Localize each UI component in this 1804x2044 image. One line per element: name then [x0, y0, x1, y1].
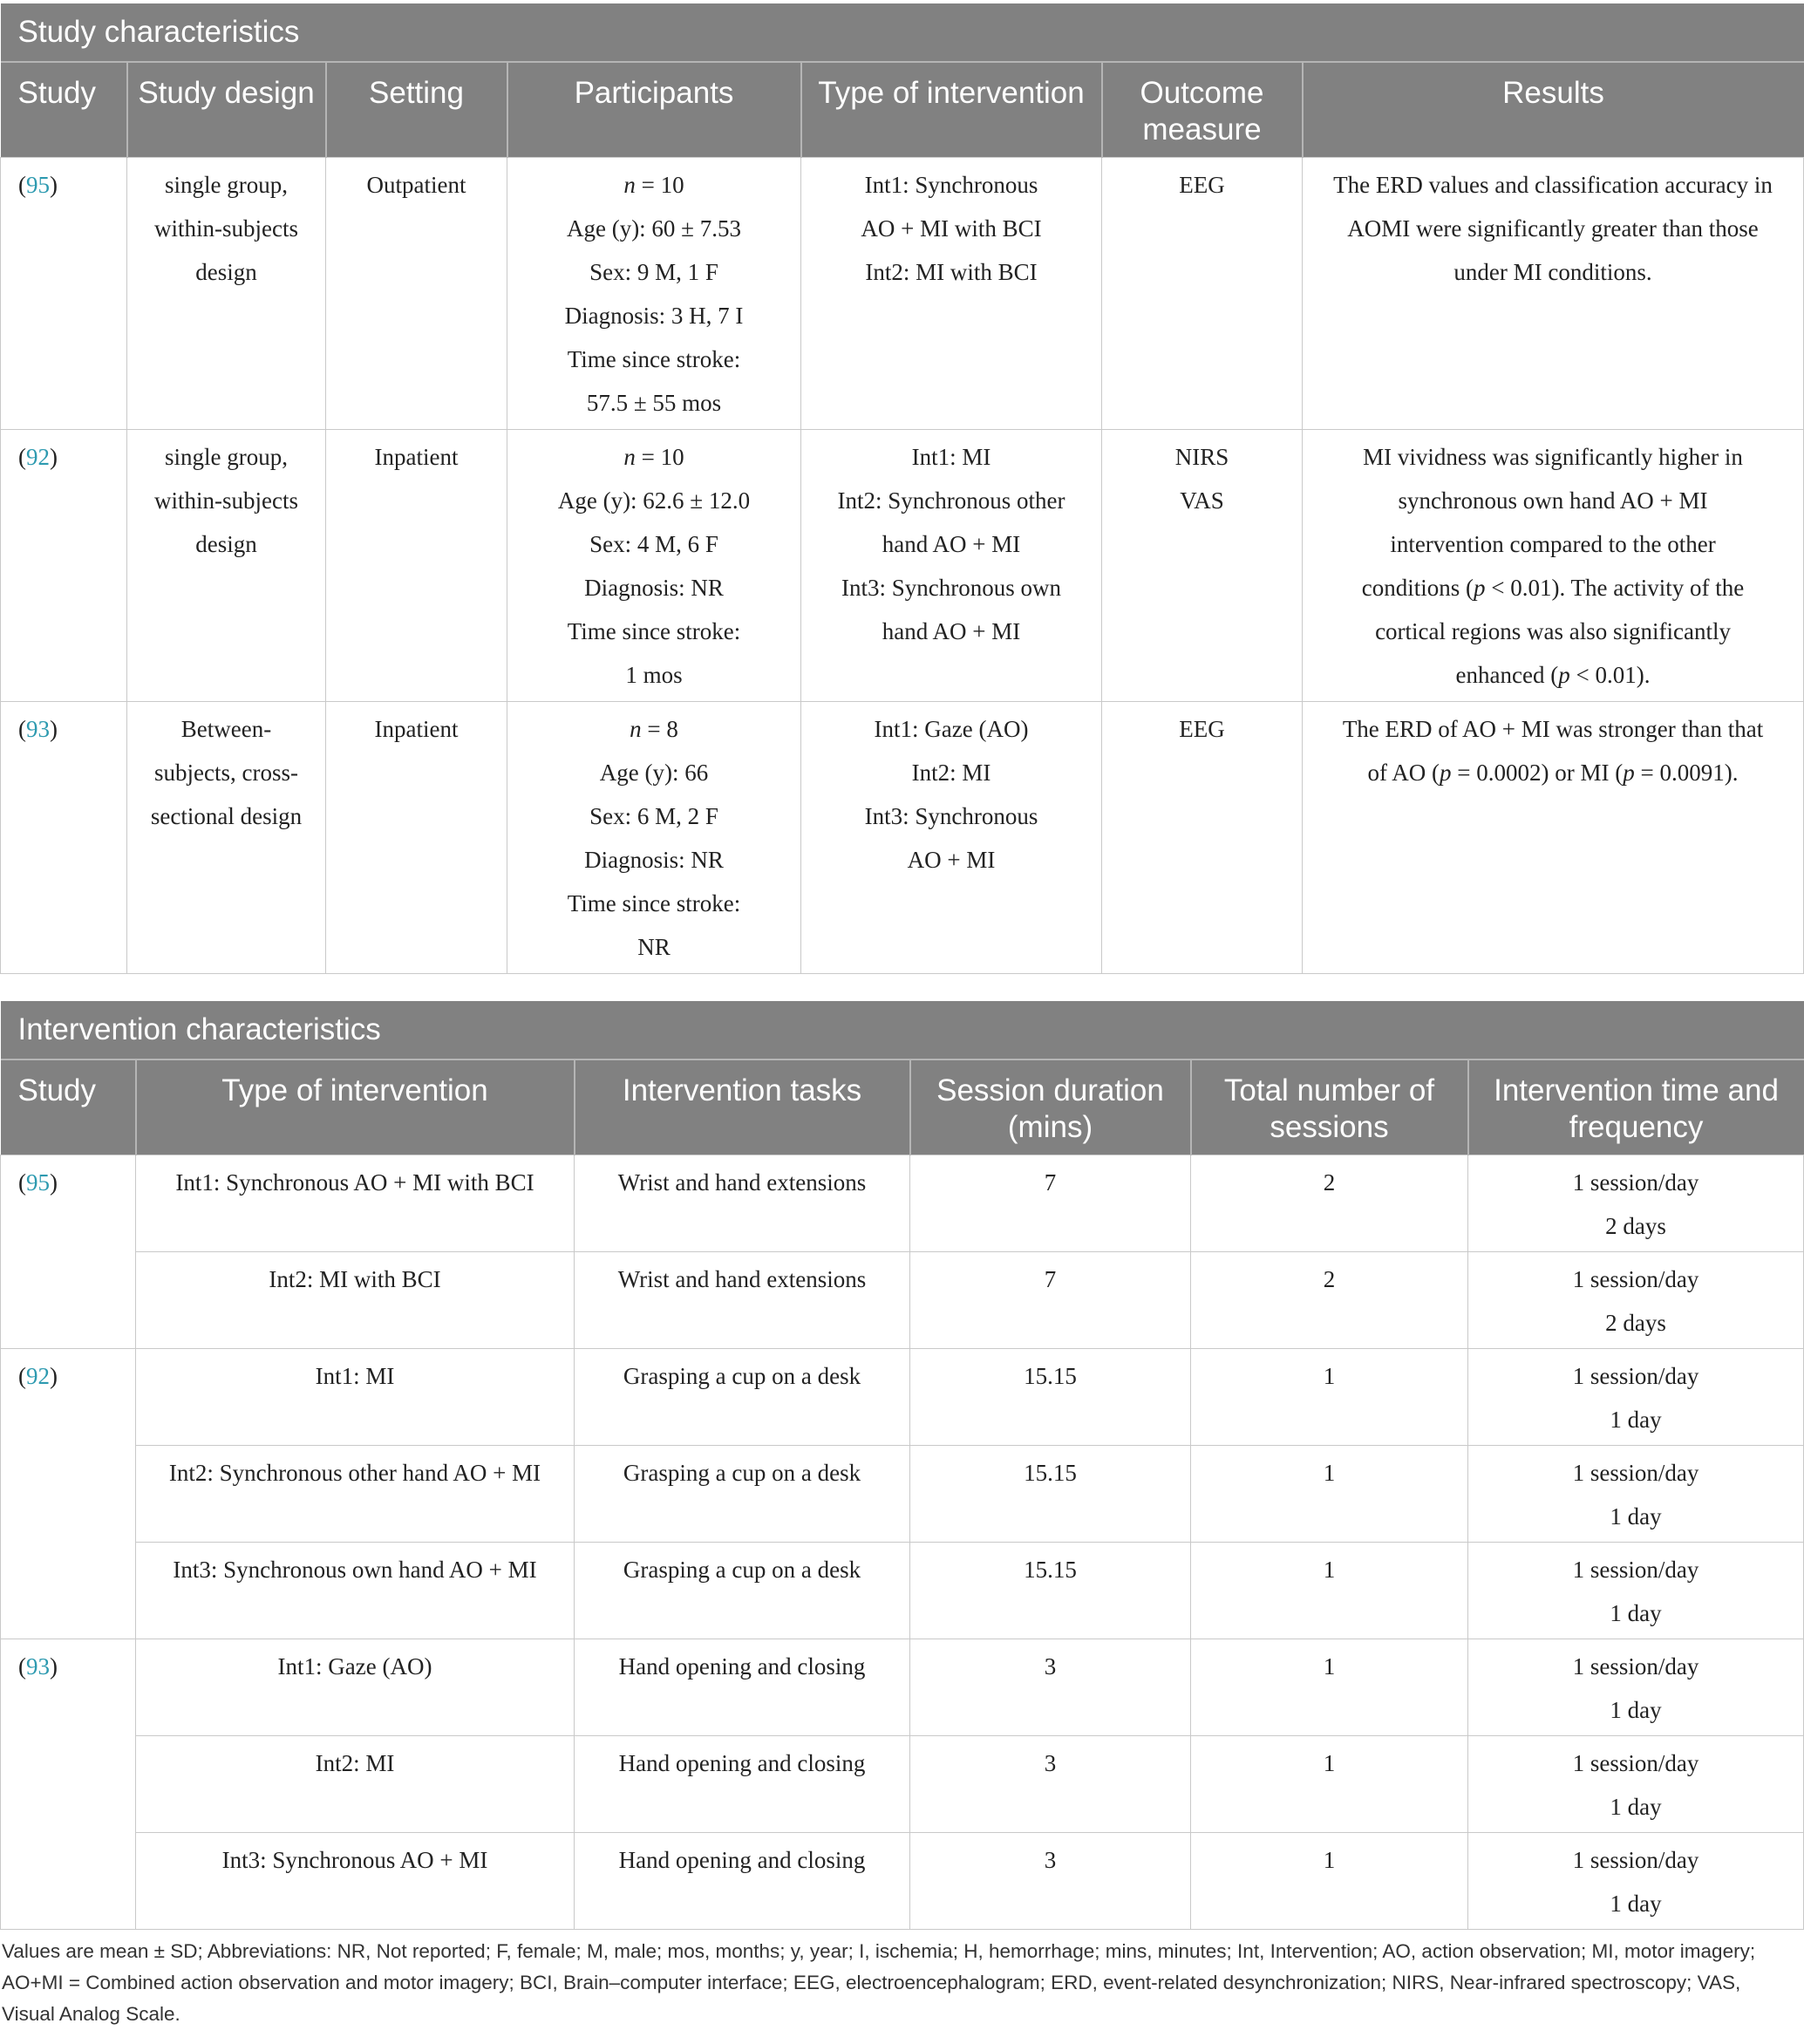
session-duration-cell: 3 [910, 1736, 1191, 1833]
study-ref-cell: (92) [1, 1349, 136, 1639]
text-line: Time since stroke: [567, 890, 741, 916]
total-sessions-cell: 1 [1191, 1833, 1468, 1930]
intervention-type-cell: Int3: Synchronous AO + MI [136, 1833, 575, 1930]
header-time-frequency: Intervention time and frequency [1468, 1059, 1804, 1155]
time-frequency-cell [1468, 1833, 1804, 1930]
text-line: 2 days [1605, 1310, 1666, 1336]
text-line: Int2: MI with BCI [865, 259, 1038, 285]
text-line: 1 session/day [1572, 1557, 1699, 1583]
text-line: design [195, 531, 257, 557]
section-title-intervention: Intervention characteristics [1, 1001, 1804, 1059]
header-row [1, 1059, 1804, 1155]
text-line: Int1: Gaze (AO) [874, 716, 1029, 742]
reference-link[interactable]: 95 [26, 1169, 50, 1196]
participants-cell [507, 158, 801, 430]
outcome-measure-cell [1102, 702, 1303, 974]
intervention-task-cell: Grasping a cup on a desk [575, 1349, 910, 1446]
text-line: Time since stroke: [567, 618, 741, 644]
reference-link[interactable]: 93 [26, 1653, 50, 1679]
time-frequency-cell [1468, 1736, 1804, 1833]
intervention-task-cell: Hand opening and closing [575, 1736, 910, 1833]
text-line: Int3: Synchronous [864, 803, 1038, 829]
header-participants: Participants [507, 62, 801, 158]
text-line: sectional design [150, 803, 303, 829]
study-ref-cell: (95) [1, 158, 127, 430]
text-line: 1 day [1610, 1600, 1662, 1626]
header-total-sessions: Total number of sessions [1191, 1059, 1468, 1155]
participants-cell [507, 430, 801, 702]
intervention-task-cell: Wrist and hand extensions [575, 1155, 910, 1252]
session-duration-cell: 15.15 [910, 1543, 1191, 1639]
text-line: NIRS [1174, 444, 1229, 470]
header-study: Study [1, 1059, 136, 1155]
results-cell [1303, 430, 1804, 702]
table-row [1, 158, 1804, 430]
text-line: n = 10 [623, 172, 684, 198]
text-line: within-subjects [154, 487, 298, 514]
text-line: Sex: 6 M, 2 F [589, 803, 718, 829]
time-frequency-cell [1468, 1446, 1804, 1543]
results-cell [1303, 158, 1804, 430]
table-footnote: Values are mean ± SD; Abbreviations: NR, Not reported; F, female; M, male; mos, months; y, year; I, ischemia; H, hemorrhage; mins, minutes; Int, Intervention; AO, action observation; MI, motor imagery; AO+MI = Combined action observation and motor imagery; BCI, Brain–computer interface; EEG, electroencephalogram; ERD, event-related desynchronization; NIRS, Near-infrared spectroscopy; VAS, Visual Analog Scale. [2, 1940, 1756, 2025]
time-frequency-cell [1468, 1155, 1804, 1252]
table-row [1, 1639, 1804, 1736]
table-row [1, 430, 1804, 702]
header-study-design: Study design [127, 62, 326, 158]
table-row [1, 1833, 1804, 1930]
header-setting: Setting [326, 62, 507, 158]
time-frequency-cell [1468, 1252, 1804, 1349]
time-frequency-cell [1468, 1543, 1804, 1639]
text-line: VAS [1180, 487, 1224, 514]
text-line: 1 session/day [1572, 1750, 1699, 1776]
reference-link[interactable]: 92 [26, 1363, 50, 1389]
session-duration-cell: 15.15 [910, 1349, 1191, 1446]
text-line: hand AO + MI [882, 531, 1021, 557]
table-row [1, 702, 1804, 974]
header-type-of-intervention: Type of intervention [801, 62, 1102, 158]
text-line: 1 day [1610, 1697, 1662, 1723]
setting-cell: Inpatient [326, 702, 507, 974]
outcome-measure-cell [1102, 158, 1303, 430]
intervention-type-cell: Int1: Gaze (AO) [136, 1639, 575, 1736]
text-line: single group, [165, 172, 288, 198]
intervention-type-cell: Int1: MI [136, 1349, 575, 1446]
total-sessions-cell: 1 [1191, 1349, 1468, 1446]
text-line: n = 10 [623, 444, 684, 470]
reference-link[interactable]: 93 [26, 716, 50, 742]
text-line: Int2: Synchronous other [837, 487, 1065, 514]
session-duration-cell: 15.15 [910, 1446, 1191, 1543]
text-line: Int1: Synchronous [864, 172, 1038, 198]
session-duration-cell: 7 [910, 1252, 1191, 1349]
text-line: AO + MI [907, 847, 996, 873]
text-line: MI vividness was significantly higher in [1363, 444, 1743, 470]
reference-link[interactable]: 95 [26, 172, 50, 198]
text-line: 1 session/day [1572, 1169, 1699, 1196]
study-characteristics-table [0, 3, 1804, 974]
intervention-type-cell [801, 430, 1102, 702]
header-session-duration: Session duration (mins) [910, 1059, 1191, 1155]
total-sessions-cell: 1 [1191, 1639, 1468, 1736]
intervention-type-cell [801, 158, 1102, 430]
text-line: 1 session/day [1572, 1653, 1699, 1679]
section-title-study: Study characteristics [1, 3, 1804, 62]
text-line: Age (y): 60 ± 7.53 [566, 215, 742, 242]
text-line: single group, [165, 444, 288, 470]
text-line: enhanced (p < 0.01). [1455, 662, 1651, 688]
text-line: Diagnosis: NR [584, 575, 724, 601]
text-line: NR [637, 934, 671, 960]
time-frequency-cell [1468, 1639, 1804, 1736]
study-design-cell [127, 158, 326, 430]
text-line: AOMI were significantly greater than those [1347, 215, 1759, 242]
participants-cell [507, 702, 801, 974]
study-ref-cell: (95) [1, 1155, 136, 1349]
text-line: 1 day [1610, 1407, 1662, 1433]
intervention-task-cell: Wrist and hand extensions [575, 1252, 910, 1349]
text-line: intervention compared to the other [1390, 531, 1716, 557]
total-sessions-cell: 1 [1191, 1446, 1468, 1543]
text-line: n = 8 [630, 716, 678, 742]
table-row [1, 1155, 1804, 1252]
intervention-task-cell: Hand opening and closing [575, 1833, 910, 1930]
text-line: subjects, cross- [154, 760, 298, 786]
text-line: Int1: MI [911, 444, 991, 470]
header-row [1, 62, 1804, 158]
results-cell [1303, 702, 1804, 974]
text-line: Int2: MI [911, 760, 991, 786]
text-line: The ERD values and classification accuracy in [1333, 172, 1773, 198]
intervention-type-cell [801, 702, 1102, 974]
header-outcome-measure: Outcome measure [1102, 62, 1303, 158]
text-line: Age (y): 66 [599, 760, 709, 786]
intervention-task-cell: Hand opening and closing [575, 1639, 910, 1736]
setting-cell: Outpatient [326, 158, 507, 430]
text-line: EEG [1179, 172, 1225, 198]
text-line: Age (y): 62.6 ± 12.0 [557, 487, 751, 514]
intervention-characteristics-table [0, 1001, 1804, 1930]
text-line: of AO (p = 0.0002) or MI (p = 0.0091). [1367, 760, 1739, 786]
setting-cell: Inpatient [326, 430, 507, 702]
study-design-cell [127, 430, 326, 702]
session-duration-cell: 3 [910, 1833, 1191, 1930]
text-line: 2 days [1605, 1213, 1666, 1239]
text-line: 1 session/day [1572, 1363, 1699, 1389]
text-line: design [195, 259, 257, 285]
text-line: 1 session/day [1572, 1460, 1699, 1486]
header-study: Study [1, 62, 127, 158]
text-line: 1 day [1610, 1891, 1662, 1917]
text-line: synchronous own hand AO + MI [1398, 487, 1708, 514]
text-line: cortical regions was also significantly [1375, 618, 1731, 644]
text-line: Time since stroke: [567, 346, 741, 372]
text-line: Sex: 9 M, 1 F [589, 259, 718, 285]
text-line: 1 day [1610, 1503, 1662, 1530]
text-line: hand AO + MI [882, 618, 1021, 644]
text-line: Diagnosis: NR [584, 847, 724, 873]
intervention-type-cell: Int2: MI [136, 1736, 575, 1833]
study-ref-cell: (93) [1, 702, 127, 974]
total-sessions-cell: 1 [1191, 1543, 1468, 1639]
total-sessions-cell: 1 [1191, 1736, 1468, 1833]
session-duration-cell: 3 [910, 1639, 1191, 1736]
reference-link[interactable]: 92 [26, 444, 50, 470]
table-row [1, 1349, 1804, 1446]
intervention-type-cell: Int2: Synchronous other hand AO + MI [136, 1446, 575, 1543]
header-intervention-tasks: Intervention tasks [575, 1059, 910, 1155]
text-line: conditions (p < 0.01). The activity of the [1361, 575, 1745, 601]
intervention-type-cell: Int2: MI with BCI [136, 1252, 575, 1349]
table-row [1, 1736, 1804, 1833]
text-line: Diagnosis: 3 H, 7 I [564, 303, 744, 329]
text-line: within-subjects [154, 215, 298, 242]
time-frequency-cell [1468, 1349, 1804, 1446]
session-duration-cell: 7 [910, 1155, 1191, 1252]
table-row [1, 1543, 1804, 1639]
total-sessions-cell: 2 [1191, 1252, 1468, 1349]
text-line: The ERD of AO + MI was stronger than that [1342, 716, 1764, 742]
text-line: Int3: Synchronous own [841, 575, 1061, 601]
total-sessions-cell: 2 [1191, 1155, 1468, 1252]
outcome-measure-cell [1102, 430, 1303, 702]
text-line: 1 session/day [1572, 1847, 1699, 1873]
intervention-type-cell: Int3: Synchronous own hand AO + MI [136, 1543, 575, 1639]
text-line: 1 mos [625, 662, 683, 688]
text-line: AO + MI with BCI [861, 215, 1042, 242]
intervention-task-cell: Grasping a cup on a desk [575, 1446, 910, 1543]
intervention-type-cell: Int1: Synchronous AO + MI with BCI [136, 1155, 575, 1252]
study-design-cell [127, 702, 326, 974]
header-results: Results [1303, 62, 1804, 158]
text-line: 57.5 ± 55 mos [586, 390, 722, 416]
text-line: 1 session/day [1572, 1266, 1699, 1292]
text-line: 1 day [1610, 1794, 1662, 1820]
text-line: EEG [1179, 716, 1225, 742]
header-type-of-intervention: Type of intervention [136, 1059, 575, 1155]
text-line: under MI conditions. [1453, 259, 1652, 285]
text-line: Sex: 4 M, 6 F [589, 531, 718, 557]
text-line: Between- [180, 716, 272, 742]
intervention-task-cell: Grasping a cup on a desk [575, 1543, 910, 1639]
study-ref-cell: (92) [1, 430, 127, 702]
table-row [1, 1252, 1804, 1349]
table-row [1, 1446, 1804, 1543]
study-ref-cell: (93) [1, 1639, 136, 1930]
